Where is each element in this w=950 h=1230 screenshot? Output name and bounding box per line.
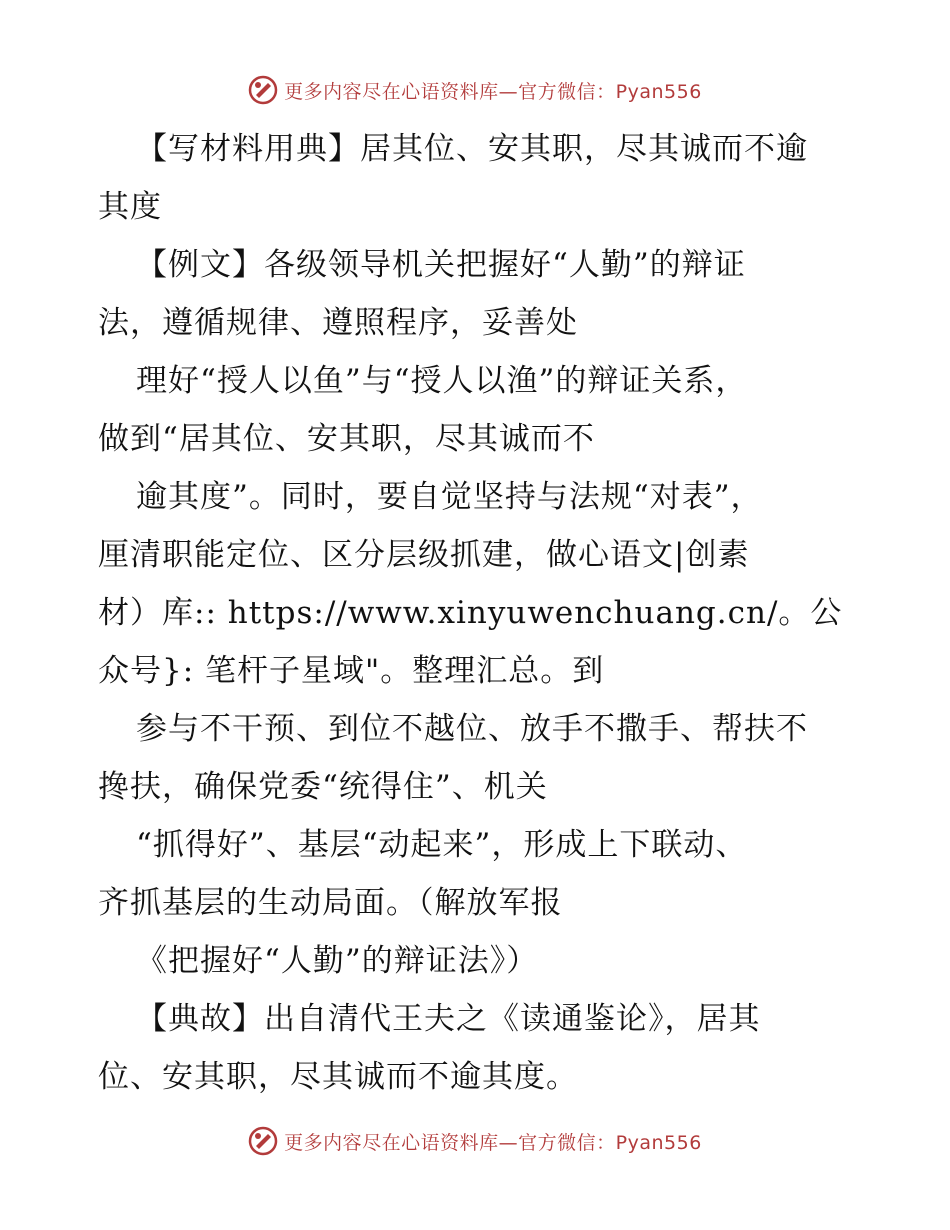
text-line: 法，遵循规律、遵照程序，妥善处 xyxy=(98,305,578,341)
text-line: 齐抓基层的生动局面。（解放军报 xyxy=(98,885,563,921)
text-line: 材）库:: https://www.xinyuwenchuang.cn/。公 xyxy=(98,595,843,631)
text-line: 【典故】出自清代王夫之《读通鉴论》，居其 xyxy=(136,1001,761,1037)
text-line: 逾其度”。同时，要自觉坚持与法规“对表”， xyxy=(136,479,763,515)
text-line: 位、安其职，尽其诚而不逾其度。 xyxy=(98,1059,578,1095)
logo-icon xyxy=(248,1126,278,1156)
text-line: 其度 xyxy=(98,189,162,225)
logo-icon xyxy=(248,75,278,105)
banner-text: 更多内容尽在心语资料库—官方微信：Pyan556 xyxy=(284,80,702,103)
document-body xyxy=(98,120,888,1106)
text-line: 参与不干预、到位不越位、放手不撒手、帮扶不 xyxy=(136,711,808,747)
text-line: 理好“授人以鱼”与“授人以渔”的辩证关系， xyxy=(136,363,748,399)
text-line: “抓得好”、基层“动起来”，形成上下联动、 xyxy=(136,827,748,863)
text-line: 搀扶，确保党委“统得住”、机关 xyxy=(98,769,548,805)
footer-banner xyxy=(0,1123,950,1159)
text-line: 厘清职能定位、区分层级抓建，做心语文|创素 xyxy=(98,537,750,573)
text-line: 【写材料用典】居其位、安其职，尽其诚而不逾 xyxy=(136,131,808,167)
banner-text: 更多内容尽在心语资料库—官方微信：Pyan556 xyxy=(284,1131,702,1154)
header-banner xyxy=(0,72,950,108)
text-line: 众号}: 笔杆子星域"。整理汇总。到 xyxy=(98,653,605,689)
text-line: 【例文】各级领导机关把握好“人勤”的辩证 xyxy=(136,247,746,283)
text-line: 做到“居其位、安其职，尽其诚而不 xyxy=(98,421,595,457)
text-line: 《把握好“人勤”的辩证法》） xyxy=(136,943,539,979)
